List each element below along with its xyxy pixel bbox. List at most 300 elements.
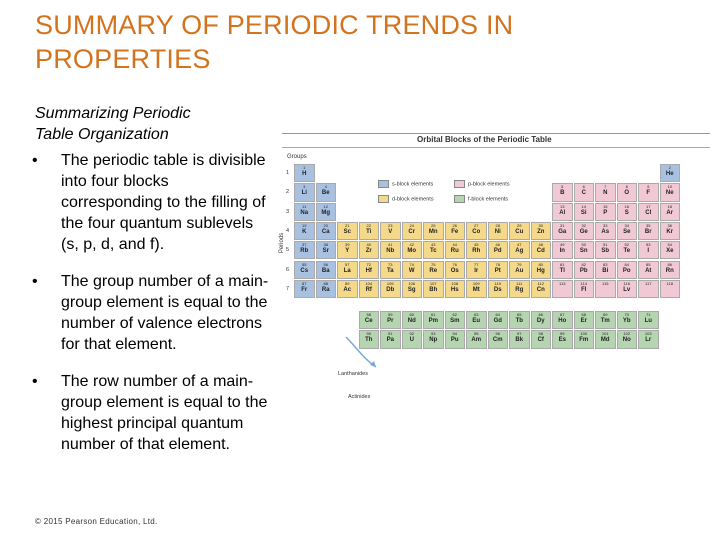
atomic-number: 31 (560, 222, 565, 228)
atomic-number: 107 (429, 280, 437, 286)
atomic-number: 84 (624, 261, 629, 267)
element-cell (574, 241, 595, 259)
legend-swatch (378, 195, 389, 203)
element-symbol: Nd (407, 318, 416, 325)
atomic-number: 108 (451, 280, 459, 286)
element-cell (423, 222, 444, 240)
element-cell (316, 203, 337, 221)
bullet-list (32, 150, 272, 471)
element-symbol: Mt (472, 286, 480, 293)
element-symbol: Sc (343, 228, 351, 235)
atomic-number: 15 (603, 203, 608, 209)
element-symbol: H (302, 171, 307, 177)
legend-label: s-block elements (392, 181, 434, 188)
element-symbol: Mo (407, 248, 417, 255)
element-symbol: Nb (386, 248, 395, 255)
element-cell (595, 222, 616, 240)
atomic-number: 65 (517, 312, 522, 318)
atomic-number: 26 (452, 222, 457, 228)
element-cell (380, 261, 401, 279)
element-cell (445, 261, 466, 279)
legend-label: f-block elements (468, 196, 509, 203)
element-symbol: Cl (645, 209, 652, 216)
element-symbol: No (622, 337, 631, 344)
element-cell (509, 261, 530, 279)
atomic-number: 49 (560, 242, 565, 248)
element-symbol: Zr (365, 248, 372, 255)
element-cell (574, 280, 595, 298)
atomic-number: 74 (409, 261, 414, 267)
element-symbol: La (343, 267, 351, 274)
atomic-number: 97 (517, 331, 522, 337)
element-symbol: Pt (494, 267, 501, 274)
atomic-number: 105 (386, 280, 394, 286)
element-cell (638, 222, 659, 240)
legend-swatch (378, 180, 389, 188)
element-cell (617, 183, 638, 201)
element-symbol: Yb (622, 318, 631, 325)
element-symbol: Sg (407, 286, 416, 293)
copyright: © 2015 Pearson Education, Ltd. (35, 517, 158, 526)
element-symbol: Dy (536, 318, 545, 325)
atomic-number: 14 (581, 203, 586, 209)
atomic-number: 96 (495, 331, 500, 337)
element-cell (552, 183, 573, 201)
atomic-number: 55 (302, 261, 307, 267)
element-symbol: Re (429, 267, 438, 274)
actinide-cell (552, 330, 573, 348)
element-cell (316, 183, 337, 201)
atomic-number: 100 (580, 331, 588, 337)
atomic-number: 81 (560, 261, 565, 267)
element-symbol: Cs (300, 267, 309, 274)
element-cell (531, 280, 552, 298)
element-cell (617, 241, 638, 259)
atomic-number: 46 (495, 242, 500, 248)
period-number: 5 (286, 247, 290, 254)
atomic-number: 43 (431, 242, 436, 248)
atomic-number: 93 (431, 331, 436, 337)
element-symbol: Th (365, 337, 373, 344)
lanthanide-cell (552, 311, 573, 329)
element-cell (423, 261, 444, 279)
element-symbol: Rh (472, 248, 481, 255)
atomic-number: 61 (431, 312, 436, 318)
element-symbol: Ir (474, 267, 479, 274)
element-cell (337, 280, 358, 298)
element-cell (531, 241, 552, 259)
actinide-cell (531, 330, 552, 348)
atomic-number: 12 (323, 203, 328, 209)
element-symbol: Ac (343, 286, 352, 293)
element-symbol: Li (301, 190, 307, 197)
element-symbol: Al (559, 209, 566, 216)
element-cell (617, 261, 638, 279)
element-symbol: P (603, 209, 608, 216)
element-symbol: Mn (428, 228, 438, 235)
atomic-number: 35 (646, 222, 651, 228)
atomic-number: 76 (452, 261, 457, 267)
atomic-number: 54 (667, 242, 672, 248)
element-symbol: Er (580, 318, 587, 325)
atomic-number: 72 (366, 261, 371, 267)
element-cell (660, 261, 681, 279)
element-cell (294, 261, 315, 279)
atomic-number: 58 (366, 312, 371, 318)
element-cell (574, 261, 595, 279)
groups-label: Groups (287, 154, 307, 160)
atomic-number: 77 (474, 261, 479, 267)
element-cell (445, 241, 466, 259)
element-cell (660, 164, 681, 182)
atomic-number: 11 (302, 203, 307, 209)
atomic-number: 52 (624, 242, 629, 248)
atomic-number: 79 (517, 261, 522, 267)
atomic-number: 110 (494, 280, 501, 286)
element-symbol: C (581, 190, 586, 197)
element-symbol: Mg (321, 209, 331, 216)
element-symbol: Pu (450, 337, 459, 344)
element-symbol: Si (580, 209, 587, 216)
element-cell (466, 241, 487, 259)
element-cell (294, 280, 315, 298)
element-cell (595, 280, 616, 298)
atomic-number: 10 (667, 184, 672, 190)
atomic-number: 9 (647, 184, 650, 190)
element-symbol: Fl (581, 286, 587, 293)
atomic-number: 112 (537, 280, 544, 286)
element-symbol: Ba (321, 267, 330, 274)
element-symbol: Lu (644, 318, 652, 325)
atomic-number: 67 (560, 312, 565, 318)
element-symbol: Br (644, 228, 652, 235)
atomic-number: 69 (603, 312, 608, 318)
atomic-number: 48 (538, 242, 543, 248)
atomic-number: 98 (538, 331, 543, 337)
element-cell (488, 241, 509, 259)
periods-label: Periods (279, 232, 286, 254)
element-symbol: Tb (515, 318, 523, 325)
element-symbol: Bi (602, 267, 609, 274)
element-cell (617, 280, 638, 298)
element-cell (660, 183, 681, 201)
element-symbol: Rg (515, 286, 524, 293)
element-symbol: Ne (665, 190, 674, 197)
lanthanide-cell (466, 311, 487, 329)
atomic-number: 88 (323, 280, 328, 286)
actinide-cell (617, 330, 638, 348)
element-cell (294, 241, 315, 259)
element-cell (574, 203, 595, 221)
element-cell (488, 280, 509, 298)
element-symbol: Sr (322, 248, 329, 255)
element-symbol: W (408, 267, 415, 274)
atomic-number: 44 (452, 242, 457, 248)
actinide-cell (574, 330, 595, 348)
element-cell (638, 203, 659, 221)
atomic-number: 118 (666, 280, 673, 286)
atomic-number: 90 (366, 331, 371, 337)
atomic-number: 73 (388, 261, 393, 267)
element-cell (402, 241, 423, 259)
element-cell (552, 222, 573, 240)
element-cell (509, 222, 530, 240)
element-symbol: Cm (492, 337, 503, 344)
element-symbol: Y (345, 248, 350, 255)
element-symbol: O (624, 190, 630, 197)
element-symbol: Am (471, 337, 482, 344)
actinide-cell (402, 330, 423, 348)
atomic-number: 75 (431, 261, 436, 267)
element-symbol: Au (515, 267, 524, 274)
lanthanides-label: Lanthanides (338, 371, 368, 377)
legend-label: d-block elements (392, 196, 434, 203)
period-number: 7 (286, 285, 290, 292)
element-symbol: Cr (408, 228, 416, 235)
element-cell (595, 241, 616, 259)
element-cell (466, 261, 487, 279)
element-symbol: Es (558, 337, 566, 344)
element-cell (660, 222, 681, 240)
atomic-number: 56 (323, 261, 328, 267)
element-symbol: Po (622, 267, 631, 274)
element-cell (359, 222, 380, 240)
element-symbol: Gd (493, 318, 502, 325)
atomic-number: 68 (581, 312, 586, 318)
atomic-number: 64 (495, 312, 500, 318)
element-cell (638, 241, 659, 259)
element-symbol: Bk (515, 337, 524, 344)
atomic-number: 66 (538, 312, 543, 318)
element-cell (660, 280, 681, 298)
atomic-number: 113 (559, 280, 566, 286)
element-symbol: In (559, 248, 565, 255)
element-cell (531, 222, 552, 240)
subtitle-line-1: Summarizing Periodic (35, 105, 191, 122)
element-cell (316, 280, 337, 298)
period-number: 3 (286, 208, 290, 215)
element-cell (574, 183, 595, 201)
element-cell (380, 241, 401, 259)
period-number: 2 (286, 189, 290, 196)
element-cell (380, 222, 401, 240)
atomic-number: 111 (516, 280, 523, 286)
element-symbol: S (624, 209, 629, 216)
element-symbol: Rn (665, 267, 674, 274)
atomic-number: 50 (581, 242, 586, 248)
atomic-number: 117 (645, 280, 652, 286)
legend-p-block (454, 180, 510, 188)
element-symbol: Ar (666, 209, 674, 216)
atomic-number: 45 (474, 242, 479, 248)
actinide-cell (380, 330, 401, 348)
element-symbol: Sn (579, 248, 588, 255)
element-cell (552, 261, 573, 279)
actinide-cell (488, 330, 509, 348)
atomic-number: 13 (560, 203, 565, 209)
element-cell (466, 280, 487, 298)
element-symbol: Ds (493, 286, 502, 293)
lanthanide-cell (359, 311, 380, 329)
element-cell (660, 241, 681, 259)
element-symbol: Na (300, 209, 309, 216)
atomic-number: 91 (388, 331, 393, 337)
atomic-number: 29 (517, 222, 522, 228)
element-symbol: Ta (386, 267, 394, 274)
element-symbol: Bh (429, 286, 438, 293)
atomic-number: 21 (345, 222, 350, 228)
atomic-number: 36 (667, 222, 672, 228)
element-symbol: Tl (559, 267, 565, 274)
element-cell (509, 280, 530, 298)
atomic-number: 57 (345, 261, 350, 267)
element-symbol: Lv (623, 286, 631, 293)
bullet-item (32, 271, 272, 355)
element-cell (617, 222, 638, 240)
atomic-number: 62 (452, 312, 457, 318)
atomic-number: 22 (366, 222, 371, 228)
element-cell (402, 261, 423, 279)
element-symbol: Cn (536, 286, 545, 293)
atomic-number: 3 (303, 184, 306, 190)
element-symbol: Ti (366, 228, 372, 235)
bullet-item (32, 371, 272, 455)
atomic-number: 80 (538, 261, 543, 267)
element-symbol: Cd (536, 248, 545, 255)
atomic-number: 40 (366, 242, 371, 248)
atomic-number: 99 (560, 331, 565, 337)
element-cell (445, 280, 466, 298)
actinides-label: Actinides (348, 394, 371, 400)
atomic-number: 47 (517, 242, 522, 248)
figure-title: Orbital Blocks of the Periodic Table (417, 135, 552, 144)
lanthanide-cell (595, 311, 616, 329)
element-symbol: Tc (429, 248, 437, 255)
atomic-number: 20 (323, 222, 328, 228)
lanthanide-cell (574, 311, 595, 329)
element-cell (638, 183, 659, 201)
atomic-number: 104 (365, 280, 373, 286)
bullet-text: The periodic table is divisible into four blocks corresponding to the filling of the four quantum sublevels (s, p, d, and f). (61, 152, 266, 253)
element-cell (638, 261, 659, 279)
element-cell (402, 280, 423, 298)
atomic-number: 89 (345, 280, 350, 286)
element-symbol: Ga (558, 228, 567, 235)
period-number: 6 (286, 266, 290, 273)
element-cell (617, 203, 638, 221)
atomic-number: 25 (431, 222, 436, 228)
atomic-number: 5 (561, 184, 564, 190)
element-cell (359, 241, 380, 259)
atomic-number: 82 (581, 261, 586, 267)
atomic-number: 78 (495, 261, 500, 267)
element-symbol: Tm (600, 318, 610, 325)
element-cell (660, 203, 681, 221)
atomic-number: 41 (388, 242, 393, 248)
atomic-number: 4 (324, 184, 327, 190)
atomic-number: 86 (667, 261, 672, 267)
element-symbol: Pd (493, 248, 502, 255)
element-cell (595, 183, 616, 201)
element-cell (552, 203, 573, 221)
element-cell (359, 261, 380, 279)
element-symbol: Ag (515, 248, 524, 255)
element-cell (423, 280, 444, 298)
element-symbol: Co (472, 228, 481, 235)
atomic-number: 2 (668, 165, 671, 170)
element-cell (488, 222, 509, 240)
element-symbol: K (302, 228, 307, 235)
element-symbol: N (603, 190, 608, 197)
atomic-number: 70 (624, 312, 629, 318)
atomic-number: 71 (646, 312, 651, 318)
element-symbol: Be (321, 190, 330, 197)
element-symbol: Md (600, 337, 610, 344)
element-symbol: Ca (321, 228, 330, 235)
bullet-text: The group number of a main-group element is equal to the number of valence electrons for that element. (61, 273, 269, 353)
element-symbol: Cf (537, 337, 544, 344)
element-symbol: Pr (387, 318, 394, 325)
legend-s-block (378, 180, 433, 188)
lanthanide-cell (617, 311, 638, 329)
element-symbol: V (388, 228, 393, 235)
element-symbol: Hs (450, 286, 459, 293)
element-symbol: Fm (579, 337, 589, 344)
block-legend (378, 178, 528, 212)
element-symbol: Db (386, 286, 395, 293)
atomic-number: 92 (409, 331, 414, 337)
element-cell (595, 261, 616, 279)
element-cell (294, 222, 315, 240)
atomic-number: 38 (323, 242, 328, 248)
element-cell (294, 164, 315, 182)
atomic-number: 102 (623, 331, 631, 337)
atomic-number: 39 (345, 242, 350, 248)
element-symbol: As (601, 228, 610, 235)
atomic-number: 34 (624, 222, 629, 228)
element-symbol: U (409, 337, 414, 344)
atomic-number: 83 (603, 261, 608, 267)
atomic-number: 101 (601, 331, 609, 337)
atomic-number: 94 (452, 331, 457, 337)
atomic-number: 32 (581, 222, 586, 228)
atomic-number: 85 (646, 261, 651, 267)
element-cell (316, 261, 337, 279)
element-cell (531, 261, 552, 279)
element-symbol: Hf (365, 267, 372, 274)
element-symbol: Np (429, 337, 438, 344)
atomic-number: 24 (409, 222, 414, 228)
element-symbol: Hg (536, 267, 545, 274)
element-symbol: B (560, 190, 565, 197)
element-symbol: I (647, 248, 650, 255)
atomic-number: 115 (602, 280, 609, 286)
section-subtitle (35, 103, 191, 145)
element-symbol: Lr (645, 337, 652, 344)
atomic-number: 53 (646, 242, 651, 248)
bullet-marker: • (32, 152, 38, 169)
atomic-number: 17 (646, 203, 651, 209)
actinide-cell (509, 330, 530, 348)
element-cell (423, 241, 444, 259)
lanthanide-cell (402, 311, 423, 329)
element-cell (552, 241, 573, 259)
lanthanide-cell (488, 311, 509, 329)
lanthanide-cell (638, 311, 659, 329)
actinide-cell (466, 330, 487, 348)
atomic-number: 114 (580, 280, 587, 286)
periodic-table-figure (279, 130, 712, 420)
